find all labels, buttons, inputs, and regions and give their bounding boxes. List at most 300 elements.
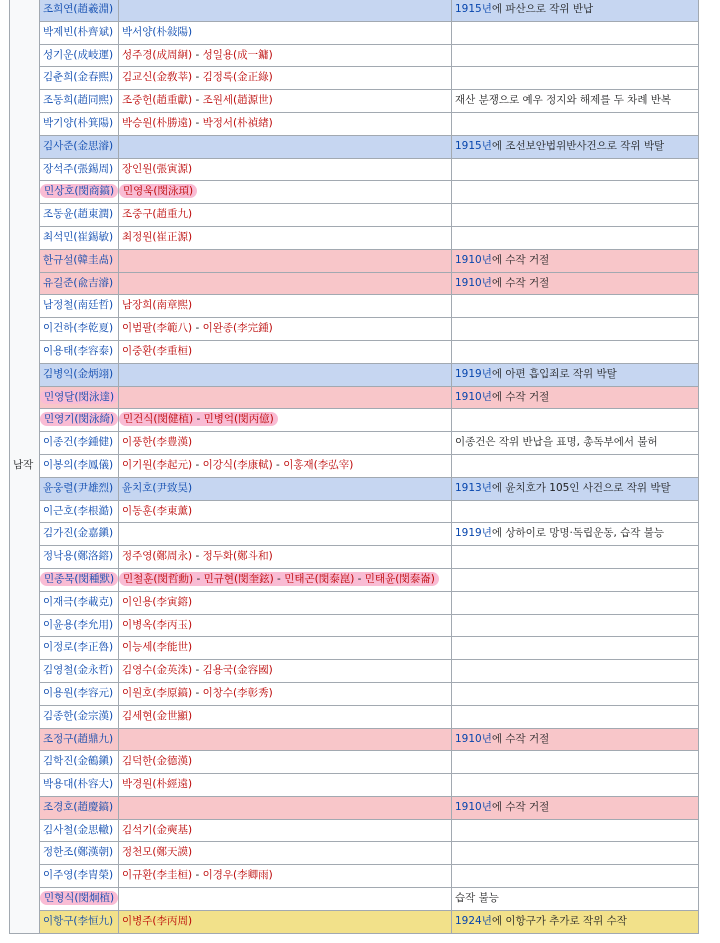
note-cell xyxy=(452,910,699,933)
table-row xyxy=(10,500,699,523)
note-year-link[interactable]: 1924년 xyxy=(455,914,492,927)
note-cell xyxy=(452,112,699,135)
table-row xyxy=(10,819,699,842)
successor-separator: - xyxy=(193,572,204,585)
holder-name-link[interactable]: 이용원(李容元) xyxy=(43,686,114,699)
table-row xyxy=(10,135,699,158)
successors-cell xyxy=(119,135,452,158)
successor-name-link[interactable]: 남장희(南章熙) xyxy=(122,299,193,312)
holder-name-link[interactable]: 이정로(李正魯) xyxy=(43,641,114,654)
table-row xyxy=(10,591,699,614)
table-row xyxy=(10,637,699,660)
table-row xyxy=(10,158,699,181)
successor-name-link[interactable]: 조중헌(趙重獻) xyxy=(122,94,193,107)
successor-name-link[interactable]: 이규환(李圭桓) xyxy=(122,869,193,882)
note-cell xyxy=(452,614,699,637)
note-cell xyxy=(452,546,699,569)
holder-cell xyxy=(40,454,119,477)
note-cell xyxy=(452,363,699,386)
holder-cell xyxy=(40,637,119,660)
table-row xyxy=(10,751,699,774)
note-text: 에 수작 거절 xyxy=(491,732,550,745)
successor-name-link[interactable]: 이능세(李能世) xyxy=(122,641,193,654)
table-row xyxy=(10,409,699,432)
successor-separator: - xyxy=(192,664,203,677)
holder-cell xyxy=(40,204,119,227)
holder-name-link[interactable]: 이종건(李鍾健) xyxy=(43,436,114,449)
successor-name-link[interactable]: 김석기(金奭基) xyxy=(122,823,193,836)
note-text: 에 수작 거절 xyxy=(491,800,550,813)
holder-name-link[interactable]: 박기양(朴箕陽) xyxy=(43,116,114,129)
holder-cell xyxy=(40,318,119,341)
holder-name-link[interactable]: 민종묵(閔種默) xyxy=(40,572,118,586)
successor-name-link[interactable]: 성일용(成一鏞) xyxy=(202,48,273,61)
note-cell xyxy=(452,660,699,683)
note-year-link[interactable]: 1919년 xyxy=(455,527,492,540)
successor-name-link[interactable]: 김정록(金正綠) xyxy=(202,71,273,84)
note-cell xyxy=(452,705,699,728)
note-cell xyxy=(452,751,699,774)
holder-cell xyxy=(40,44,119,67)
successor-name-link[interactable]: 이홍재(李弘宰) xyxy=(283,458,354,471)
successors-cell xyxy=(119,546,452,569)
successors-chain xyxy=(122,687,273,699)
successors-cell xyxy=(119,386,452,409)
note-text: 에 이항구가 추가로 작위 수작 xyxy=(491,914,627,927)
successors-cell xyxy=(119,318,452,341)
successor-name-link[interactable]: 정주영(鄭周永) xyxy=(122,550,193,563)
note-cell xyxy=(452,591,699,614)
holder-cell xyxy=(40,819,119,842)
note-year-link[interactable]: 1910년 xyxy=(455,800,492,813)
holder-name-link[interactable]: 민영달(閔泳達) xyxy=(40,390,118,404)
successor-name-link[interactable]: 장인원(張寅源) xyxy=(122,162,193,175)
holder-cell xyxy=(40,181,119,204)
successors-cell xyxy=(119,0,452,21)
successors-cell xyxy=(119,272,452,295)
holder-cell xyxy=(40,888,119,911)
successors-cell xyxy=(119,819,452,842)
successor-name-link[interactable]: 이동훈(李東薰) xyxy=(122,504,193,517)
holder-cell xyxy=(40,865,119,888)
successors-cell xyxy=(119,523,452,546)
holder-cell xyxy=(40,363,119,386)
holder-cell xyxy=(40,409,119,432)
successors-cell xyxy=(119,682,452,705)
note-cell xyxy=(452,888,699,911)
table-row xyxy=(10,67,699,90)
successors-chain xyxy=(122,824,192,836)
holder-name-link[interactable]: 정한조(鄭漢朝) xyxy=(43,846,114,859)
note-text: 이종건은 작위 반납을 표명, 총독부에서 불허 xyxy=(455,436,658,449)
successor-name-link[interactable]: 조원세(趙源世) xyxy=(202,94,273,107)
rank-group-label: 남작 xyxy=(13,458,34,471)
holder-name-link[interactable]: 이용태(李容泰) xyxy=(43,344,114,357)
holder-name-link[interactable]: 유길준(兪吉濬) xyxy=(43,276,114,289)
note-text: 에 수작 거절 xyxy=(491,276,550,289)
successor-name-link[interactable]: 이창수(李彰秀) xyxy=(202,686,273,699)
holder-cell xyxy=(40,272,119,295)
holder-name-link[interactable]: 김종한(金宗漢) xyxy=(43,709,114,722)
successors-cell xyxy=(119,67,452,90)
table-row xyxy=(10,728,699,751)
note-year-link[interactable]: 1915년 xyxy=(455,139,492,152)
holder-cell xyxy=(40,774,119,797)
note-text: 에 아편 흡입죄로 작위 박탈 xyxy=(491,367,617,380)
note-year-link[interactable]: 1913년 xyxy=(455,481,492,494)
successor-separator: - xyxy=(192,550,203,563)
successor-name-link[interactable]: 조중구(趙重九) xyxy=(122,208,193,221)
holder-cell xyxy=(40,705,119,728)
table-row xyxy=(10,363,699,386)
successors-chain xyxy=(122,94,273,106)
note-cell xyxy=(452,523,699,546)
note-cell xyxy=(452,204,699,227)
successor-name-link[interactable]: 민철훈(閔哲勳) xyxy=(123,572,194,585)
note-text: 에 수작 거절 xyxy=(491,253,550,266)
holder-name-link[interactable]: 장석주(張錫周) xyxy=(43,162,114,175)
holder-name-link[interactable]: 윤웅렬(尹雄烈) xyxy=(43,481,114,494)
note-cell xyxy=(452,90,699,113)
successors-cell xyxy=(119,865,452,888)
successor-separator: - xyxy=(272,458,284,471)
successors-cell xyxy=(119,705,452,728)
successors-chain xyxy=(122,641,192,653)
successor-separator: - xyxy=(192,94,203,107)
successors-chain xyxy=(122,755,192,767)
table-row xyxy=(10,386,699,409)
rank-group-cell xyxy=(10,0,40,933)
successors-cell xyxy=(119,910,452,933)
successors-cell xyxy=(119,44,452,67)
table-row xyxy=(10,705,699,728)
successor-name-link[interactable]: 김세현(金世顯) xyxy=(122,709,193,722)
holder-cell xyxy=(40,500,119,523)
successor-name-link[interactable]: 이병옥(李丙玉) xyxy=(122,618,193,631)
holder-cell xyxy=(40,0,119,21)
successor-name-link[interactable]: 이완종(李完鍾) xyxy=(202,322,273,335)
successor-name-link[interactable]: 민규현(閔奎鉉) xyxy=(203,572,274,585)
holder-name-link[interactable]: 김영철(金永哲) xyxy=(43,664,114,677)
table-row xyxy=(10,295,699,318)
holder-name-link[interactable]: 조희연(趙羲淵) xyxy=(43,3,114,15)
successor-name-link[interactable]: 정두화(鄭斗和) xyxy=(202,550,273,563)
table-row xyxy=(10,546,699,569)
table-row xyxy=(10,523,699,546)
successors-cell xyxy=(119,842,452,865)
successor-name-link[interactable]: 박서양(朴敍陽) xyxy=(122,25,193,38)
holder-cell xyxy=(40,614,119,637)
peerage-table-body xyxy=(10,0,699,933)
successors-chain xyxy=(119,412,278,426)
note-cell xyxy=(452,0,699,21)
table-row xyxy=(10,90,699,113)
note-cell xyxy=(452,774,699,797)
successors-cell xyxy=(119,432,452,455)
successor-separator: - xyxy=(354,572,365,585)
successors-chain xyxy=(122,26,192,38)
successor-separator: - xyxy=(273,572,285,585)
table-row xyxy=(10,226,699,249)
table-row xyxy=(10,682,699,705)
successors-cell xyxy=(119,340,452,363)
successors-cell xyxy=(119,637,452,660)
note-cell xyxy=(452,865,699,888)
holder-cell xyxy=(40,386,119,409)
table-row xyxy=(10,318,699,341)
successor-name-link[interactable]: 최정원(崔正源) xyxy=(122,230,193,243)
successor-name-link[interactable]: 윤치호(尹致昊) xyxy=(122,481,193,494)
holder-cell xyxy=(40,112,119,135)
holder-cell xyxy=(40,226,119,249)
note-year-link[interactable]: 1910년 xyxy=(455,390,492,403)
successors-cell xyxy=(119,90,452,113)
successor-name-link[interactable]: 김교신(金敎莘) xyxy=(122,71,193,84)
successor-name-link[interactable]: 정천모(鄭天謨) xyxy=(122,846,193,859)
note-text: 에 조선보안법위반사건으로 작위 박탈 xyxy=(491,139,665,152)
table-row xyxy=(10,432,699,455)
holder-name-link[interactable]: 조동윤(趙東潤) xyxy=(43,208,114,221)
table-row xyxy=(10,249,699,272)
holder-cell xyxy=(40,295,119,318)
holder-name-link[interactable]: 이재극(李載克) xyxy=(43,595,114,608)
holder-name-link[interactable]: 남정철(南廷哲) xyxy=(43,299,114,312)
note-cell xyxy=(452,318,699,341)
successors-chain xyxy=(122,49,273,61)
holder-name-link[interactable]: 김가진(金嘉鎭) xyxy=(43,527,114,540)
table-row xyxy=(10,477,699,500)
successors-cell xyxy=(119,363,452,386)
successors-chain xyxy=(122,710,192,722)
note-cell xyxy=(452,226,699,249)
holder-name-link[interactable]: 이근호(李根澔) xyxy=(43,504,114,517)
holder-name-link[interactable]: 이주영(李胄榮) xyxy=(43,869,114,882)
note-year-link[interactable]: 1915년 xyxy=(455,3,492,15)
note-cell xyxy=(452,295,699,318)
successors-cell xyxy=(119,112,452,135)
successor-name-link[interactable]: 박승원(朴勝遠) xyxy=(122,116,193,129)
note-cell xyxy=(452,386,699,409)
holder-cell xyxy=(40,523,119,546)
note-text: 습작 불능 xyxy=(455,892,499,905)
successor-name-link[interactable]: 김용국(金容國) xyxy=(202,664,273,677)
note-cell xyxy=(452,682,699,705)
successor-name-link[interactable]: 박정서(朴禎緖) xyxy=(202,116,273,129)
holder-name-link[interactable]: 민형식(閔炯植) xyxy=(40,891,118,905)
holder-cell xyxy=(40,432,119,455)
table-row xyxy=(10,454,699,477)
successors-chain xyxy=(122,915,192,927)
note-cell xyxy=(452,728,699,751)
successors-cell xyxy=(119,591,452,614)
table-row xyxy=(10,660,699,683)
successor-name-link[interactable]: 민태윤(閔泰崙) xyxy=(364,572,435,585)
holder-cell xyxy=(40,728,119,751)
table-row xyxy=(10,774,699,797)
successor-separator: - xyxy=(193,413,204,426)
holder-name-link[interactable]: 박용대(朴容大) xyxy=(43,778,114,791)
successors-cell xyxy=(119,888,452,911)
successors-cell xyxy=(119,728,452,751)
holder-name-link[interactable]: 김사철(金思轍) xyxy=(43,823,114,836)
note-text: 에 윤치호가 105인 사건으로 작위 박탈 xyxy=(491,481,671,494)
successors-chain xyxy=(122,778,192,790)
successors-chain xyxy=(122,664,273,676)
successor-name-link[interactable]: 이경우(李卿雨) xyxy=(202,869,273,882)
holder-name-link[interactable]: 조정구(趙鼎九) xyxy=(43,732,114,745)
successors-cell xyxy=(119,796,452,819)
successors-chain xyxy=(122,619,192,631)
successors-chain xyxy=(122,299,192,311)
note-cell xyxy=(452,432,699,455)
successors-cell xyxy=(119,774,452,797)
holder-cell xyxy=(40,90,119,113)
successor-name-link[interactable]: 박경원(朴經遠) xyxy=(122,778,193,791)
successors-cell xyxy=(119,226,452,249)
note-year-link[interactable]: 1919년 xyxy=(455,367,492,380)
holder-cell xyxy=(40,158,119,181)
note-year-link[interactable]: 1910년 xyxy=(455,732,492,745)
table-row xyxy=(10,44,699,67)
successor-separator: - xyxy=(192,71,203,84)
holder-name-link[interactable]: 민영기(閔泳綺) xyxy=(40,412,118,426)
successors-cell xyxy=(119,249,452,272)
successors-chain xyxy=(122,436,192,448)
successors-chain xyxy=(122,71,273,83)
holder-name-link[interactable]: 김학진(金鶴鎭) xyxy=(43,755,114,768)
successor-name-link[interactable]: 이중환(李重桓) xyxy=(122,344,193,357)
note-cell xyxy=(452,568,699,591)
note-cell xyxy=(452,500,699,523)
note-text: 재산 분쟁으로 예우 정지와 해제를 두 차례 반복 xyxy=(455,94,672,107)
successor-name-link[interactable]: 민영욱(閔泳頊) xyxy=(123,185,194,198)
note-cell xyxy=(452,181,699,204)
holder-name-link[interactable]: 한규설(韓圭卨) xyxy=(43,253,114,266)
note-cell xyxy=(452,409,699,432)
successors-chain xyxy=(122,596,192,608)
successor-name-link[interactable]: 민건식(閔健植) xyxy=(123,413,194,426)
holder-cell xyxy=(40,910,119,933)
holder-cell xyxy=(40,842,119,865)
successor-separator: - xyxy=(192,458,203,471)
table-row xyxy=(10,112,699,135)
holder-cell xyxy=(40,477,119,500)
holder-cell xyxy=(40,67,119,90)
note-cell xyxy=(452,67,699,90)
holder-name-link[interactable]: 이건하(李乾夏) xyxy=(43,322,114,335)
note-cell xyxy=(452,454,699,477)
successors-chain xyxy=(122,117,273,129)
successor-name-link[interactable]: 김영수(金英洙) xyxy=(122,664,193,677)
table-row xyxy=(10,910,699,933)
holder-name-link[interactable]: 이봉의(李鳳儀) xyxy=(43,458,114,471)
successor-name-link[interactable]: 이기원(李起元) xyxy=(122,458,193,471)
successor-name-link[interactable]: 이원호(李原鎬) xyxy=(122,686,193,699)
successor-name-link[interactable]: 김덕한(金德漢) xyxy=(122,755,193,768)
successor-name-link[interactable]: 민병억(閔丙億) xyxy=(203,413,274,426)
successors-cell xyxy=(119,409,452,432)
successor-separator: - xyxy=(192,322,203,335)
holder-cell xyxy=(40,135,119,158)
successors-cell xyxy=(119,614,452,637)
successors-chain xyxy=(122,208,192,220)
holder-name-link[interactable]: 조경호(趙慶鎬) xyxy=(43,800,114,813)
holder-name-link[interactable]: 박제빈(朴齊斌) xyxy=(43,25,114,38)
successor-name-link[interactable]: 이범팔(李範八) xyxy=(122,322,193,335)
holder-cell xyxy=(40,568,119,591)
holder-cell xyxy=(40,591,119,614)
successor-name-link[interactable]: 이병주(李丙周) xyxy=(122,914,193,927)
note-text: 에 수작 거절 xyxy=(491,390,550,403)
successors-cell xyxy=(119,295,452,318)
successor-separator: - xyxy=(192,116,203,129)
holder-cell xyxy=(40,660,119,683)
table-row xyxy=(10,842,699,865)
table-row xyxy=(10,272,699,295)
note-cell xyxy=(452,158,699,181)
holder-name-link[interactable]: 김춘희(金春熙) xyxy=(43,71,114,84)
holder-name-link[interactable]: 민상호(閔商鎬) xyxy=(40,184,118,198)
note-year-link[interactable]: 1910년 xyxy=(455,253,492,266)
holder-name-link[interactable]: 김사준(金思濬) xyxy=(43,139,114,152)
note-text: 에 파산으로 작위 반납 xyxy=(491,3,594,15)
successor-name-link[interactable]: 이강식(李康軾) xyxy=(202,458,273,471)
successor-name-link[interactable]: 이인용(李寅鎔) xyxy=(122,595,193,608)
successors-cell xyxy=(119,568,452,591)
successors-chain xyxy=(122,550,273,562)
table-row xyxy=(10,0,699,21)
note-cell xyxy=(452,637,699,660)
successors-cell xyxy=(119,500,452,523)
successors-cell xyxy=(119,181,452,204)
successor-separator: - xyxy=(192,869,203,882)
successor-name-link[interactable]: 이풍한(李豊漢) xyxy=(122,436,193,449)
holder-name-link[interactable]: 조동희(趙同熙) xyxy=(43,94,114,107)
holder-name-link[interactable]: 김병익(金炳翊) xyxy=(43,367,114,380)
note-cell xyxy=(452,44,699,67)
note-cell xyxy=(452,272,699,295)
note-text: 에 상하이로 망명·독립운동, 습작 불능 xyxy=(491,527,665,540)
note-year-link[interactable]: 1910년 xyxy=(455,276,492,289)
successors-chain xyxy=(122,846,192,858)
successors-cell xyxy=(119,454,452,477)
holder-name-link[interactable]: 이항구(李恒九) xyxy=(43,914,114,927)
table-row xyxy=(10,568,699,591)
note-cell xyxy=(452,477,699,500)
holder-name-link[interactable]: 정낙용(鄭洛鎔) xyxy=(43,550,114,563)
successors-cell xyxy=(119,158,452,181)
successor-separator: - xyxy=(192,686,203,699)
successors-chain xyxy=(122,869,273,881)
successors-chain xyxy=(122,163,192,175)
successors-chain xyxy=(122,322,273,334)
note-cell xyxy=(452,249,699,272)
table-row xyxy=(10,888,699,911)
table-row xyxy=(10,21,699,44)
holder-name-link[interactable]: 성기운(成岐運) xyxy=(43,48,114,61)
successors-cell xyxy=(119,751,452,774)
successors-chain xyxy=(122,482,192,494)
holder-name-link[interactable]: 이윤용(李允用) xyxy=(43,618,114,631)
holder-name-link[interactable]: 최석민(崔錫敏) xyxy=(43,230,114,243)
holder-cell xyxy=(40,546,119,569)
successor-name-link[interactable]: 성주경(成周絅) xyxy=(122,48,193,61)
table-row xyxy=(10,614,699,637)
successors-cell xyxy=(119,477,452,500)
table-row xyxy=(10,181,699,204)
successor-name-link[interactable]: 민태곤(閔泰崑) xyxy=(284,572,355,585)
table-row xyxy=(10,865,699,888)
